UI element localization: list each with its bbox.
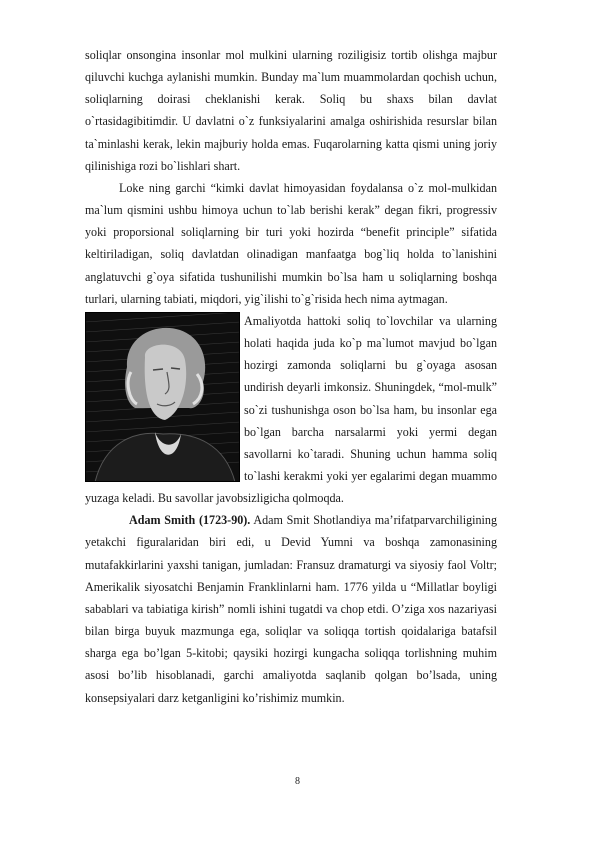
portrait-wrap-block (85, 310, 497, 509)
paragraph-2-wrap: Amaliyotda hattoki soliq to`lovchilar va ularning holati haqida juda ko`p ma`lumot mavjud bo`lgan hozirgi zamonda soliqlarni bu g`oyaga asosan undirish deyarli imkonsiz. Shuningdek, “mol-mulk” so`zi tushunishga oson bo`lsa ham, bu insonlar ega bo`lgan barcha narsalarmi yoki yermi degan savollarni ko`taradi. Shuning uchun hamma soliq to`lashi kerakmi yoki yer egalarimi degan muammo yuzaga keladi. Bu savollar javobsizligicha qolmoqda. (85, 313, 497, 506)
portrait-image (85, 312, 240, 482)
document-page (85, 44, 497, 709)
paragraph-2-top: Loke ning garchi “kimki davlat himoyasidan foydalansa o`z mol-mulkidan ma`lum qismini ushbu himoya uchun to`lab berishi kerak” degan fikri, progressiv yoki proporsional soliqlarning bir turi yoki hozirda “benefit principle” sifatida keltiriladigan, soliq davlatdan olinadigan manfaatga bog`liq holda to`lanishini anglatuvchi g`oya sifatida tushunilishi mumkin bo`lsa ham u soliqlarning boshqa turlari, ularning tabiati, miqdori, yig`ilishi to`g`risida hech nima aytmagan. (85, 180, 497, 306)
paragraph-1: soliqlar onsongina insonlar mol mulkini ularning roziligisiz tortib olishga majbur qiluvchi kuchga aylanishi mumkin. Bunday ma`lum muammolardan qochish uchun, soliqlarning doirasi cheklanishi kerak. Soliq bu shaxs bilan davlat o`rtasidagibitimdir. U davlatni o`z funksiyalarini amalga oshirishida resurslar bilan ta`minlashi kerak, lekin majburiy holda emas. Fuqarolarning katta qismi uning joriy qilinishiga rozi bo`lishlari shart. (85, 48, 497, 173)
paragraph-3-text: Adam Smit Shotlandiya ma’rifatparvarchiligining yetakchi figuralaridan biri edi, u Devid Yumni va boshqa zamonasining mutafakkirlarini yaxshi tanigan, jumladan: Fransuz dramaturgi va siyosiy faol Voltr; Amerikalik siyosatchi Benjamin Franklinlarni ham. 1776 yilda u “Millatlar boyligi sabablari va tabiatiga kirish” nomli ishini tugatdi va chop etdi. O’ziga xos nazariyasi bilan birga buyuk mazmunga ega, soliqlar va soliqqa tortish qoidalariga batafsil sharga ega bo’lgan 5-kitobi; qaysiki hozirgi kungacha soliqqa torlishning muhim asosi bo’lib hisoblanadi, garchi amaliyotda saqlanib qolgan bo’lsada, uning konsepsiyalari darz ketganligini ko’rishimiz mumkin. (85, 513, 497, 705)
adam-smith-heading: Adam Smith (1723-90). (129, 513, 251, 528)
page-number: 8 (295, 776, 300, 787)
paragraph-3 (85, 509, 497, 708)
adam-smith-portrait (85, 312, 240, 482)
